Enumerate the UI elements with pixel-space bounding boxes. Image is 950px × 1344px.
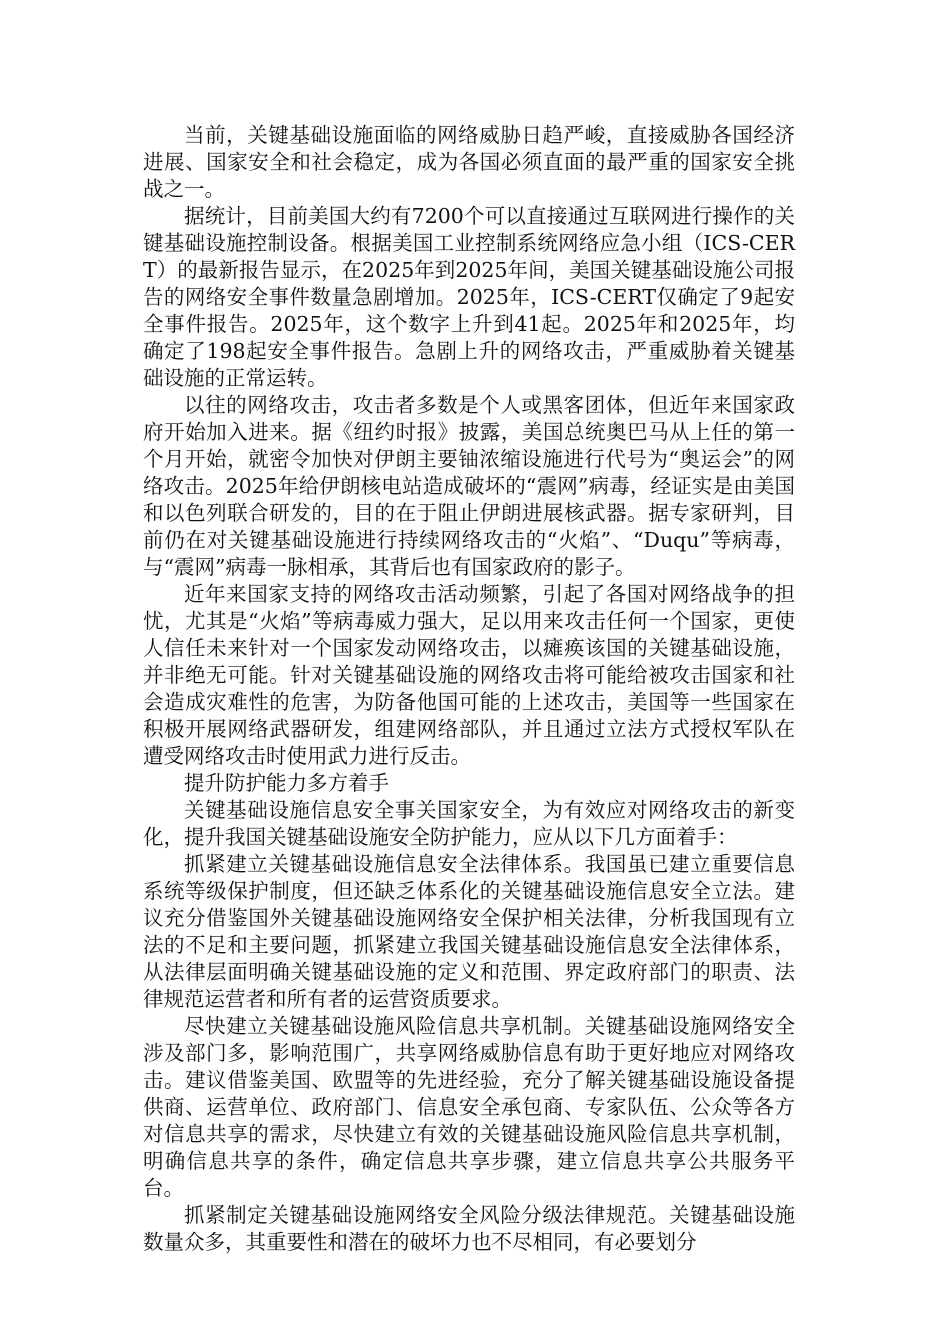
paragraph-6: 抓紧建立关键基础设施信息安全法律体系。我国虽已建立重要信息系统等级保护制度，但还缺乏体系化的关键基础设施信息安全立法。建议充分借鉴国外关键基础设施网络安全保护相关法律，分析我国现有立法的不足和主要问题，抓紧建立我国关键基础设施信息安全法律体系，从法律层面明确关键基础设施的定义和范围、界定政府部门的职责、法律规范运营者和所有者的运营资质要求。 (143, 852, 795, 1011)
section-heading: 提升防护能力多方着手 (184, 771, 389, 795)
paragraph-3: 以往的网络攻击，攻击者多数是个人或黑客团体，但近年来国家政府开始加入进来。据《纽约时报》披露，美国总统奥巴马从上任的第一个月开始，就密令加快对伊朗主要铀浓缩设施进行代号为“奥运会”的网络攻击。2025年给伊朗核电站造成破坏的“震网”病毒，经证实是由美国和以色列联合研发的，目的在于阻止伊朗进展核武器。据专家研判，目前仍在对关键基础设施进行持续网络攻击的“火焰”、“Duqu”等病毒，与“震网”病毒一脉相承，其背后也有国家政府的影子。 (143, 393, 795, 579)
paragraph-5: 关键基础设施信息安全事关国家安全，为有效应对网络攻击的新变化，提升我国关键基础设施安全防护能力，应从以下几方面着手： (143, 798, 795, 849)
paragraph-7: 尽快建立关键基础设施风险信息共享机制。关键基础设施网络安全涉及部门多，影响范围广，共享网络威胁信息有助于更好地应对网络攻击。建议借鉴美国、欧盟等的先进经验，充分了解关键基础设施设备提供商、运营单位、政府部门、信息安全承包商、专家队伍、公众等各方对信息共享的需求，尽快建立有效的关键基础设施风险信息共享机制，明确信息共享的条件，确定信息共享步骤，建立信息共享公共服务平台。 (143, 1014, 795, 1200)
paragraph-4: 近年来国家支持的网络攻击活动频繁，引起了各国对网络战争的担忧，尤其是“火焰”等病毒威力强大，足以用来攻击任何一个国家，更使人信任未来针对一个国家发动网络攻击，以瘫痪该国的关键基础设施，并非绝无可能。针对关键基础设施的网络攻击将可能给被攻击国家和社会造成灾难性的危害，为防备他国可能的上述攻击，美国等一些国家在积极开展网络武器研发，组建网络部队，并且通过立法方式授权军队在遭受网络攻击时使用武力进行反击。 (143, 582, 795, 768)
document-body (143, 122, 795, 1256)
paragraph-8: 抓紧制定关键基础设施网络安全风险分级法律规范。关键基础设施数量众多，其重要性和潜在的破坏力也不尽相同，有必要划分 (143, 1203, 795, 1254)
paragraph-2: 据统计，目前美国大约有7200个可以直接通过互联网进行操作的关键基础设施控制设备。根据美国工业控制系统网络应急小组（ICS-CERT）的最新报告显示，在2025年到2025年间，美国关键基础设施公司报告的网络安全事件数量急剧增加。2025年，ICS-CERT仅确定了9起安全事件报告。2025年，这个数字上升到41起。2025年和2025年，均确定了198起安全事件报告。急剧上升的网络攻击，严重威胁着关键基础设施的正常运转。 (143, 204, 795, 390)
paragraph-1: 当前，关键基础设施面临的网络威胁日趋严峻，直接威胁各国经济进展、国家安全和社会稳定，成为各国必须直面的最严重的国家安全挑战之一。 (143, 123, 795, 201)
